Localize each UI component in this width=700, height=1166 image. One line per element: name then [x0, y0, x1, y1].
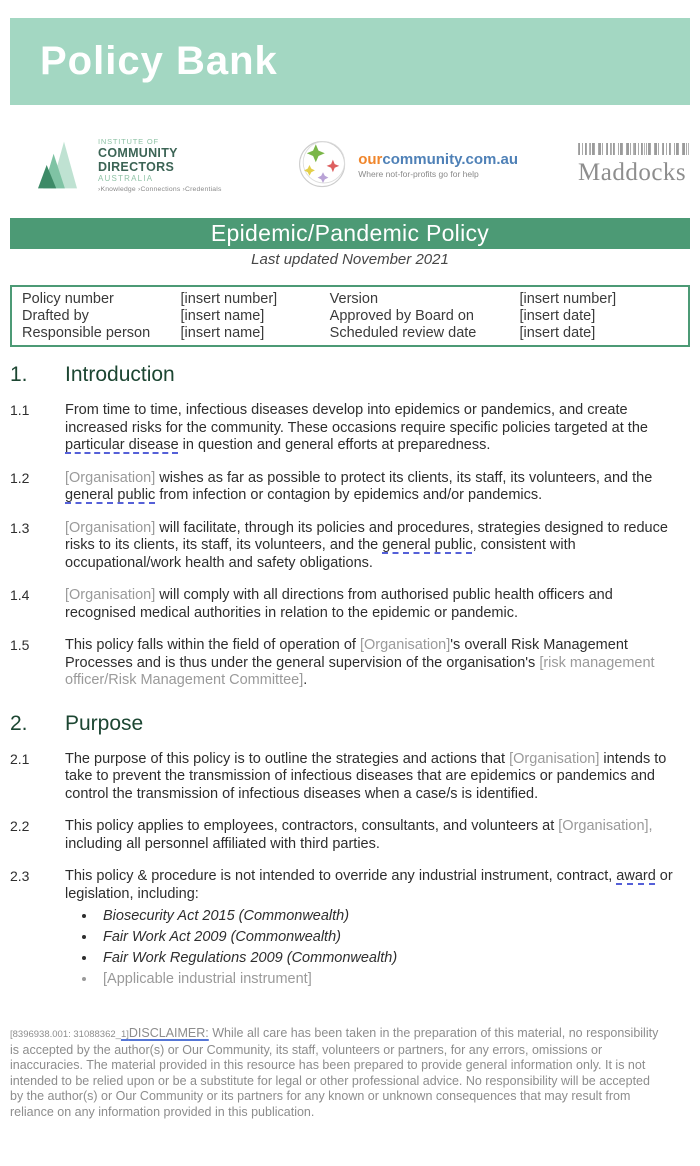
meta-value: [insert name] — [180, 325, 265, 341]
ourcommunity-people-circle-icon — [296, 136, 350, 194]
meta-label: Scheduled review date — [329, 325, 477, 341]
clause-text-run: 's overall Risk Management Processes and is thus under the general supervision of the organisation's — [65, 637, 628, 671]
ourcommunity-wordmark — [358, 151, 518, 168]
dashed-underline-text: award — [616, 868, 656, 884]
ourcommunity-word-domain: .com.au — [461, 151, 518, 168]
policy-bank-header-band — [10, 18, 690, 105]
clause-1-3 — [10, 520, 690, 573]
meta-label: Approved by Board on — [329, 308, 474, 324]
clause-number: 1.2 — [10, 469, 30, 486]
document-reference-end: 1] — [120, 1029, 129, 1040]
policy-bank-title: Policy Bank — [40, 39, 278, 83]
section-title: Purpose — [65, 711, 144, 735]
clause-2-1 — [10, 751, 690, 804]
clause-text-run: or legislation, including: — [65, 868, 673, 902]
clause-text-run: from infection or contagion by epidemics and/or pandemics. — [155, 487, 543, 503]
clause-text-run: From time to time, infectious diseases develop into epidemics or pandemics, and create increased risks for the community. These occasions require specific policies targeted at the — [65, 402, 648, 436]
icda-line2: COMMUNITY DIRECTORS — [98, 146, 178, 174]
icda-logo-text — [98, 137, 244, 193]
clause-text — [65, 818, 690, 853]
dashed-underline-text: general public — [382, 537, 473, 553]
ourcommunity-logo — [296, 136, 518, 194]
clause-text-run: The purpose of this policy is to outline the strategies and actions that — [65, 750, 510, 767]
clause-1-1 — [10, 402, 690, 455]
section-heading-introduction — [10, 363, 690, 387]
clause-number: 2.3 — [10, 868, 30, 884]
clause-text — [65, 402, 690, 455]
meta-label: Responsible person — [22, 325, 151, 341]
placeholder-text: [risk management officer/Risk Management Committee] — [65, 654, 655, 688]
clause-text — [65, 520, 690, 573]
placeholder-text: [Organisation] — [65, 587, 156, 603]
section-number: 2. — [10, 711, 28, 735]
policy-meta-table — [10, 285, 690, 347]
meta-label: Version — [329, 291, 379, 307]
list-item: • Biosecurity Act 2015 (Commonwealth) — [97, 906, 684, 927]
last-updated-subtitle: Last updated November 2021 — [251, 251, 449, 268]
clause-1-2 — [10, 470, 690, 505]
maddocks-wordmark: Maddocks — [578, 159, 687, 186]
clause-text — [65, 587, 690, 622]
clause-text — [65, 868, 690, 990]
clause-text-run: This policy & procedure is not intended to override any industrial instrument, contract, — [65, 868, 617, 884]
table-row — [11, 308, 689, 325]
list-item-placeholder: • [Applicable industrial instrument] — [97, 969, 684, 990]
dashed-underline-text: general public — [65, 487, 156, 503]
meta-value: [insert name] — [180, 308, 265, 324]
clause-1-4 — [10, 587, 690, 622]
icda-triangles-icon — [38, 137, 90, 193]
meta-label: Policy number — [22, 291, 114, 307]
clause-text-run: will facilitate, through its policies and procedures, strategies designed to reduce risks to its clients, its staff, its volunteers, and the — [65, 519, 668, 553]
clause-number: 1.5 — [10, 637, 30, 653]
policy-title: Epidemic/Pandemic Policy — [210, 220, 490, 246]
clause-number: 2.1 — [10, 750, 30, 767]
clause-text-run: This policy falls within the field of operation of — [65, 637, 360, 653]
ourcommunity-tagline: Where not-for-profits go for help — [358, 169, 479, 179]
placeholder-text: [Organisation] — [509, 750, 600, 767]
dashed-underline-text: particular disease — [65, 437, 179, 453]
table-row — [11, 325, 689, 347]
placeholder-text: [Organisation] — [65, 519, 156, 536]
icda-tagline: ›Knowledge ›Connections ›Credentials — [98, 186, 222, 193]
list-item: • Fair Work Act 2009 (Commonwealth) — [97, 927, 684, 948]
clause-text — [65, 470, 690, 505]
placeholder-text: [Organisation] — [359, 637, 451, 653]
maddocks-logo — [578, 143, 690, 187]
clause-2-2 — [10, 818, 690, 853]
document-reference: [8396938.001: 31088362_ — [10, 1029, 121, 1040]
ourcommunity-logo-text — [358, 151, 518, 179]
clause-text — [65, 637, 690, 690]
maddocks-barcode-icon — [578, 143, 690, 155]
clause-1-5 — [10, 637, 690, 690]
clause-text-run: , consistent with occupational/work health and safety obligations. — [65, 537, 576, 571]
section-number: 1. — [10, 363, 28, 386]
ourcommunity-word-our: our — [358, 151, 383, 168]
clause-number: 1.1 — [10, 402, 30, 418]
logos-row — [10, 129, 690, 201]
meta-value: [insert number] — [180, 291, 278, 307]
clause-number: 2.2 — [10, 818, 30, 834]
clause-text-run: . — [303, 672, 308, 688]
clause-text-run: will comply with all directions from authorised public health officers and recognised medical authorities in relation to the epidemic or pandemic. — [65, 587, 613, 621]
section-heading-purpose — [10, 712, 690, 736]
clause-number: 1.4 — [10, 587, 30, 603]
ourcommunity-word-community: community — [382, 151, 462, 168]
disclaimer-label: DISCLAIMER: — [128, 1026, 209, 1040]
placeholder-text: [Organisation], — [558, 818, 653, 834]
clause-text-run: This policy applies to employees, contractors, consultants, and volunteers at — [65, 818, 559, 834]
meta-label: Drafted by — [22, 308, 89, 324]
icda-line3: AUSTRALIA — [98, 174, 154, 183]
icda-logo — [38, 137, 244, 193]
meta-value: [insert date] — [519, 325, 596, 341]
meta-value: [insert date] — [519, 308, 596, 324]
disclaimer-footer — [10, 1026, 690, 1121]
icda-line1: INSTITUTE OF — [98, 137, 159, 146]
meta-value: [insert number] — [519, 291, 617, 307]
clause-number: 1.3 — [10, 519, 30, 536]
clause-text-run: intends to take to prevent the transmission of infectious diseases that are epidemics or pandemics and control the transmission of infectious diseases when a case/s is identified. — [65, 750, 667, 802]
clause-text-run: including all personnel affiliated with third parties. — [65, 835, 380, 852]
document-page — [0, 18, 700, 1121]
placeholder-text: [Organisation] — [65, 469, 156, 486]
legislation-list — [97, 906, 684, 990]
list-item: • Fair Work Regulations 2009 (Commonwealth) — [97, 948, 684, 969]
clause-text-run: wishes as far as possible to protect its clients, its staff, its volunteers, and the — [155, 469, 653, 486]
clause-2-3 — [10, 868, 690, 990]
table-row — [11, 286, 689, 308]
section-title: Introduction — [65, 363, 175, 386]
disclaimer-text: While all care has been taken in the preparation of this material, no responsibility is accepted by the author(s) or Our Community, its staff, volunteers or partners, for any errors, omissions or inaccuracies. The material provided in this resource has been prepared to provide general information only. It is not intended to be relied upon or be a substitute for legal or other professional advice. No responsibility will be accepted by the author(s) or Our Community or its partners for any known or unknown consequences that may result from reliance on any information provided in this publication. — [10, 1026, 659, 1119]
clause-text-run: in question and general efforts at preparedness. — [178, 437, 491, 453]
clause-text — [65, 751, 690, 804]
policy-title-banner — [10, 218, 690, 249]
